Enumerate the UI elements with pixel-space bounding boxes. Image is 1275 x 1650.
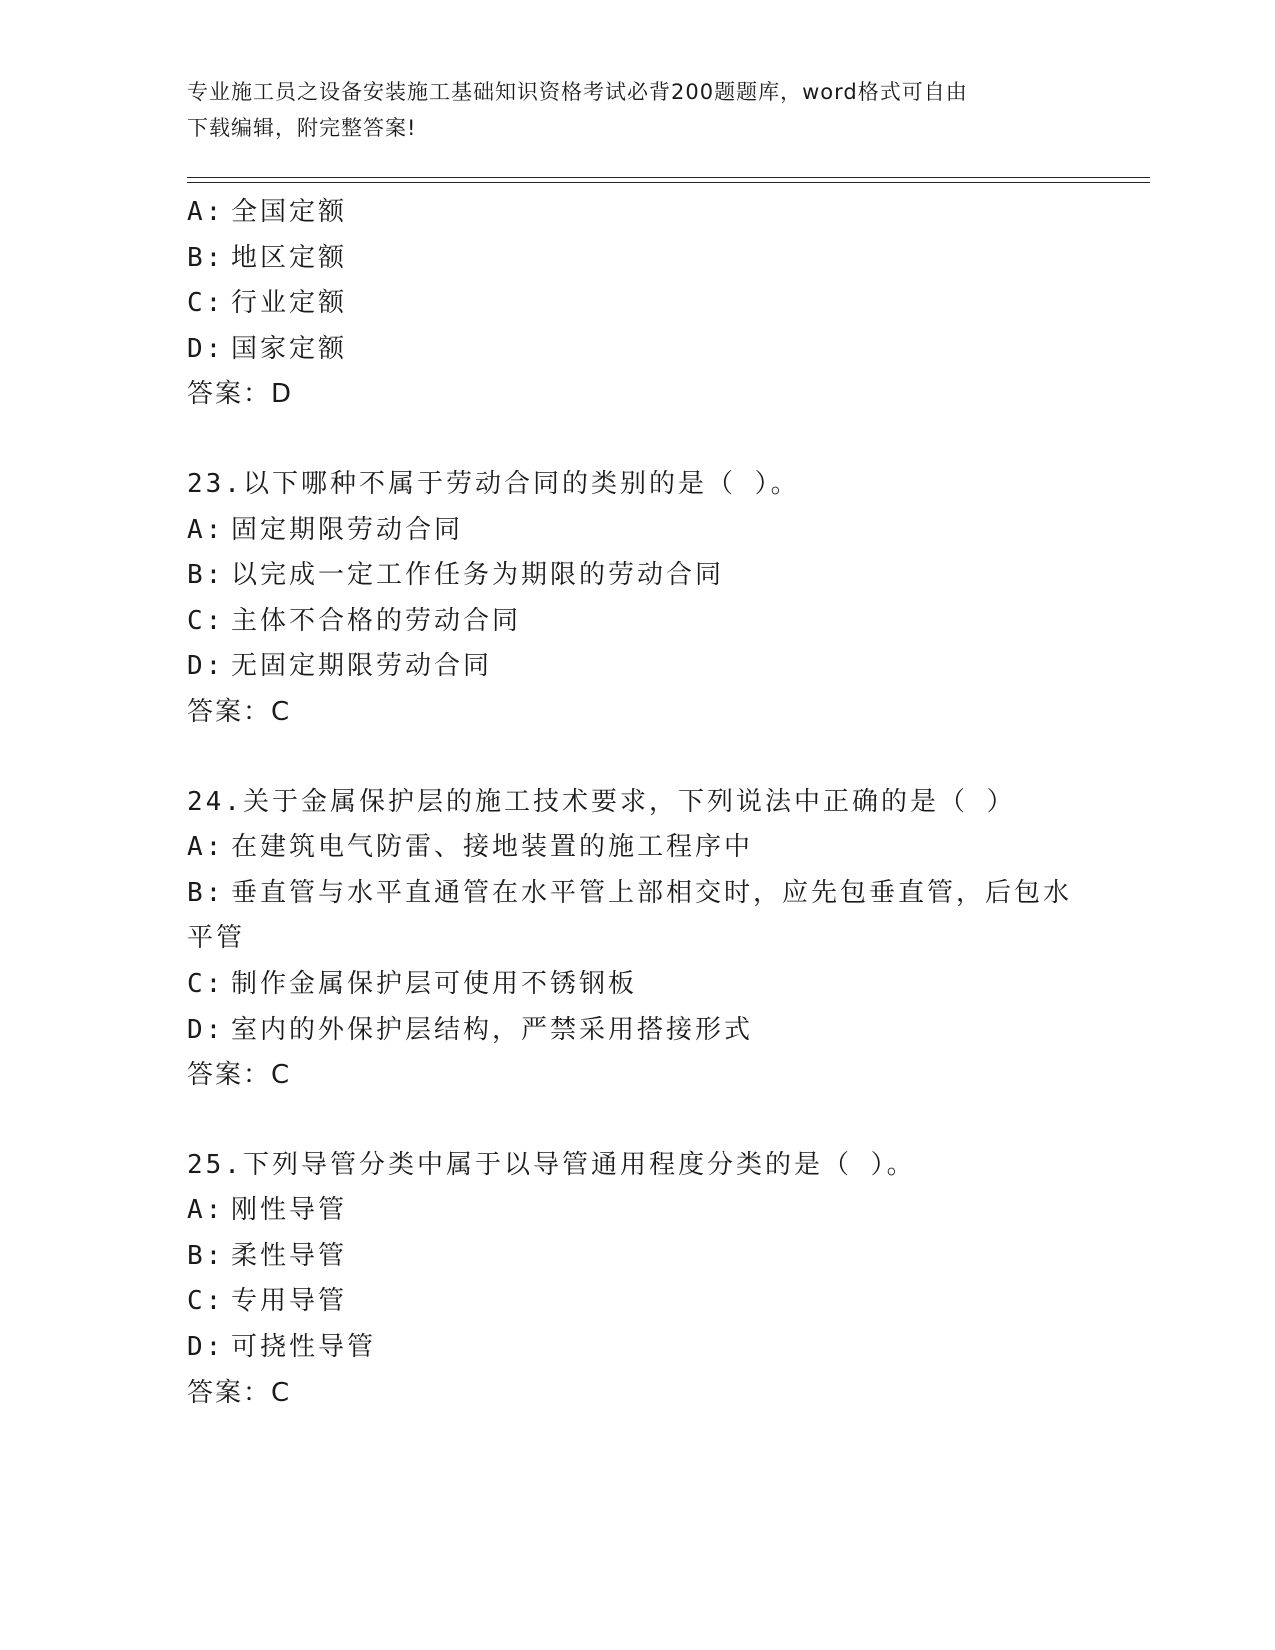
- option-text: 固定期限劳动合同: [231, 514, 464, 545]
- option-key: C:: [187, 968, 225, 999]
- option-text: 国家定额: [231, 333, 348, 364]
- option-text: 地区定额: [231, 242, 348, 273]
- option-d: [187, 327, 1087, 373]
- option-b: [187, 871, 1087, 917]
- option-key: A:: [187, 197, 225, 227]
- option-a: [187, 190, 1087, 236]
- option-b: [187, 236, 1087, 282]
- option-text: 制作金属保护层可使用不锈钢板: [231, 968, 638, 999]
- option-key: A:: [187, 514, 225, 545]
- header-line-1: 专业施工员之设备安装施工基础知识资格考试必背200题题库，word格式可自由: [187, 80, 968, 104]
- header-line-2: 下载编辑，附完整答案!: [187, 116, 417, 140]
- option-text: 垂直管与水平直通管在水平管上部相交时，应先包垂直管，后包水: [231, 877, 1073, 908]
- answer-line: 答案：D: [187, 379, 294, 410]
- answer-line: 答案：C: [187, 696, 292, 727]
- question-block-23: [187, 462, 1087, 736]
- option-text: 刚性导管: [231, 1195, 348, 1226]
- option-text: 柔性导管: [231, 1240, 348, 1271]
- question-text: 23.以下哪种不属于劳动合同的类别的是（ ）。: [187, 468, 800, 499]
- option-key: D:: [187, 651, 225, 682]
- question-text: 24.关于金属保护层的施工技术要求，下列说法中正确的是（ ）: [187, 786, 1016, 817]
- option-text: 全国定额: [231, 197, 348, 227]
- option-key: C:: [187, 288, 225, 319]
- header-rule-top: [187, 177, 1150, 178]
- option-text: 以完成一定工作任务为期限的劳动合同: [231, 560, 725, 591]
- option-key: B:: [187, 877, 225, 908]
- option-text: 可挠性导管: [231, 1332, 377, 1363]
- question-content: [187, 190, 1087, 1416]
- option-key: C:: [187, 1286, 225, 1317]
- question-block-25: [187, 1143, 1087, 1417]
- option-text: 专用导管: [231, 1286, 348, 1317]
- question-text: 25.下列导管分类中属于以导管通用程度分类的是（ ）。: [187, 1149, 916, 1180]
- option-key: B:: [187, 560, 225, 591]
- option-a: [187, 508, 1087, 554]
- option-key: B:: [187, 1240, 225, 1271]
- option-key: D:: [187, 333, 225, 364]
- option-key: A:: [187, 832, 225, 863]
- option-d: [187, 1008, 1087, 1054]
- option-key: C:: [187, 605, 225, 636]
- option-a: [187, 1188, 1087, 1234]
- option-a: [187, 825, 1087, 871]
- option-text: 行业定额: [231, 288, 348, 319]
- answer-line: 答案：C: [187, 1060, 292, 1091]
- option-key: D:: [187, 1332, 225, 1363]
- answer-line: 答案：C: [187, 1377, 292, 1408]
- option-b-continued: 平管: [187, 923, 246, 954]
- option-d: [187, 1325, 1087, 1371]
- option-d: [187, 644, 1087, 690]
- option-text: 在建筑电气防雷、接地装置的施工程序中: [231, 832, 754, 863]
- option-text: 主体不合格的劳动合同: [231, 605, 522, 636]
- option-key: D:: [187, 1014, 225, 1045]
- question-block-22: [187, 190, 1087, 418]
- header-rule-bottom: [187, 182, 1150, 183]
- option-c: [187, 962, 1087, 1008]
- option-c: [187, 1279, 1087, 1325]
- document-header: [187, 74, 1067, 146]
- option-b: [187, 1234, 1087, 1280]
- option-b: [187, 553, 1087, 599]
- question-block-24: [187, 780, 1087, 1099]
- option-c: [187, 599, 1087, 645]
- option-text: 无固定期限劳动合同: [231, 651, 493, 682]
- option-c: [187, 281, 1087, 327]
- option-key: A:: [187, 1195, 225, 1226]
- option-key: B:: [187, 242, 225, 273]
- option-text: 室内的外保护层结构，严禁采用搭接形式: [231, 1014, 754, 1045]
